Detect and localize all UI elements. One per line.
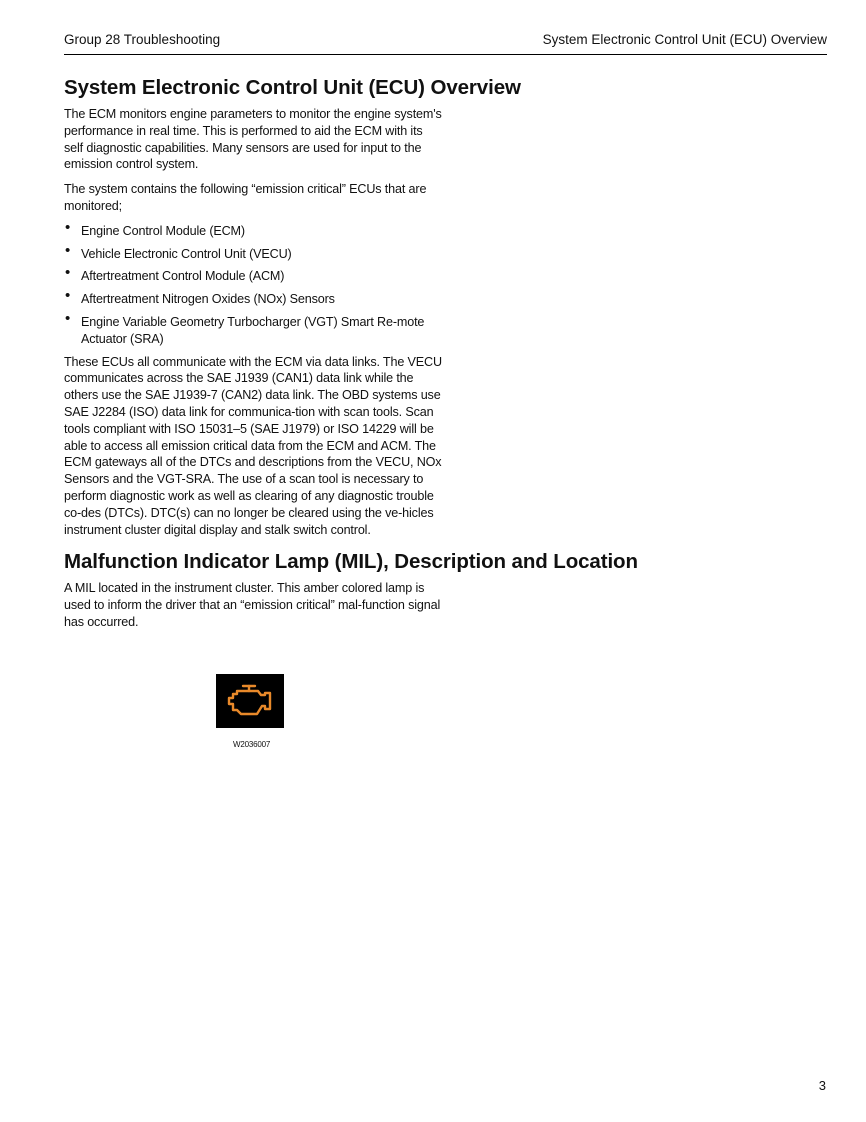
list-item [64, 218, 444, 240]
list-item [64, 309, 444, 348]
main-content [64, 76, 638, 639]
list-item [64, 241, 444, 263]
list-item [64, 264, 444, 285]
list-item-text: Engine Control Module (ECM) [81, 223, 245, 238]
ecu-list-intro-paragraph: The system contains the following “emission critical” ECUs that are monitored; [64, 182, 427, 213]
data-link-paragraph: These ECUs all communicate with the ECM via data links. The VECU communicates across the SAE J1939 (CAN1) data link while the others use the SAE J1939-7 (CAN2) data link. The OBD systems use SAE J2284 (ISO) data link for communica-tion with scan tools. Scan tools compliant with ISO 15031–5 (SAE J1979) or ISO 14229 will be able to access all emission critical data from the ECM and ACM. The ECM gateways all of the DTCs and descriptions from the VECU, NOx Sensors and the VGT-SRA. The use of a scan tool is necessary to perform diagnostic work as well as clearing of any diagnostic trouble co-des (DTCs). DTC(s) can no longer be cleared using the ve-hicles instrument cluster digital display and stalk switch control. [64, 354, 442, 537]
mil-lamp-image [216, 674, 284, 728]
ecu-list [64, 218, 444, 348]
section-title-ecu-overview: System Electronic Control Unit (ECU) Overview [64, 76, 521, 99]
page-header [64, 32, 827, 55]
ecu-intro-paragraph: The ECM monitors engine parameters to monitor the engine system's performance in real time. This is performed to aid the ECM with its self diagnostic capabilities. Many sensors are used for input to the emission control system. [64, 107, 442, 172]
list-item-text: Aftertreatment Control Module (ACM) [81, 269, 285, 284]
list-item [64, 287, 444, 308]
page-number: 3 [818, 1078, 826, 1093]
list-item-text: Aftertreatment Nitrogen Oxides (NOx) Sensors [81, 292, 335, 307]
bullet-icon: • [65, 241, 71, 259]
header-right-text: System Electronic Control Unit (ECU) Overview [542, 32, 827, 47]
bullet-icon: • [65, 287, 71, 305]
bullet-icon: • [65, 218, 71, 236]
mil-figure [216, 674, 284, 728]
section-title-mil: Malfunction Indicator Lamp (MIL), Description and Location [64, 550, 638, 574]
check-engine-icon [225, 682, 275, 720]
list-item-text: Vehicle Electronic Control Unit (VECU) [81, 246, 292, 261]
bullet-icon: • [65, 264, 71, 282]
figure-code: W2036007 [233, 740, 271, 749]
mil-description-paragraph: A MIL located in the instrument cluster. This amber colored lamp is used to inform the driver that an “emission critical” mal-function signal has occurred. [64, 581, 441, 629]
header-left-text: Group 28 Troubleshooting [64, 32, 221, 47]
bullet-icon: • [65, 309, 71, 327]
list-item-text: Engine Variable Geometry Turbocharger (VGT) Smart Re-mote Actuator (SRA) [81, 314, 425, 346]
